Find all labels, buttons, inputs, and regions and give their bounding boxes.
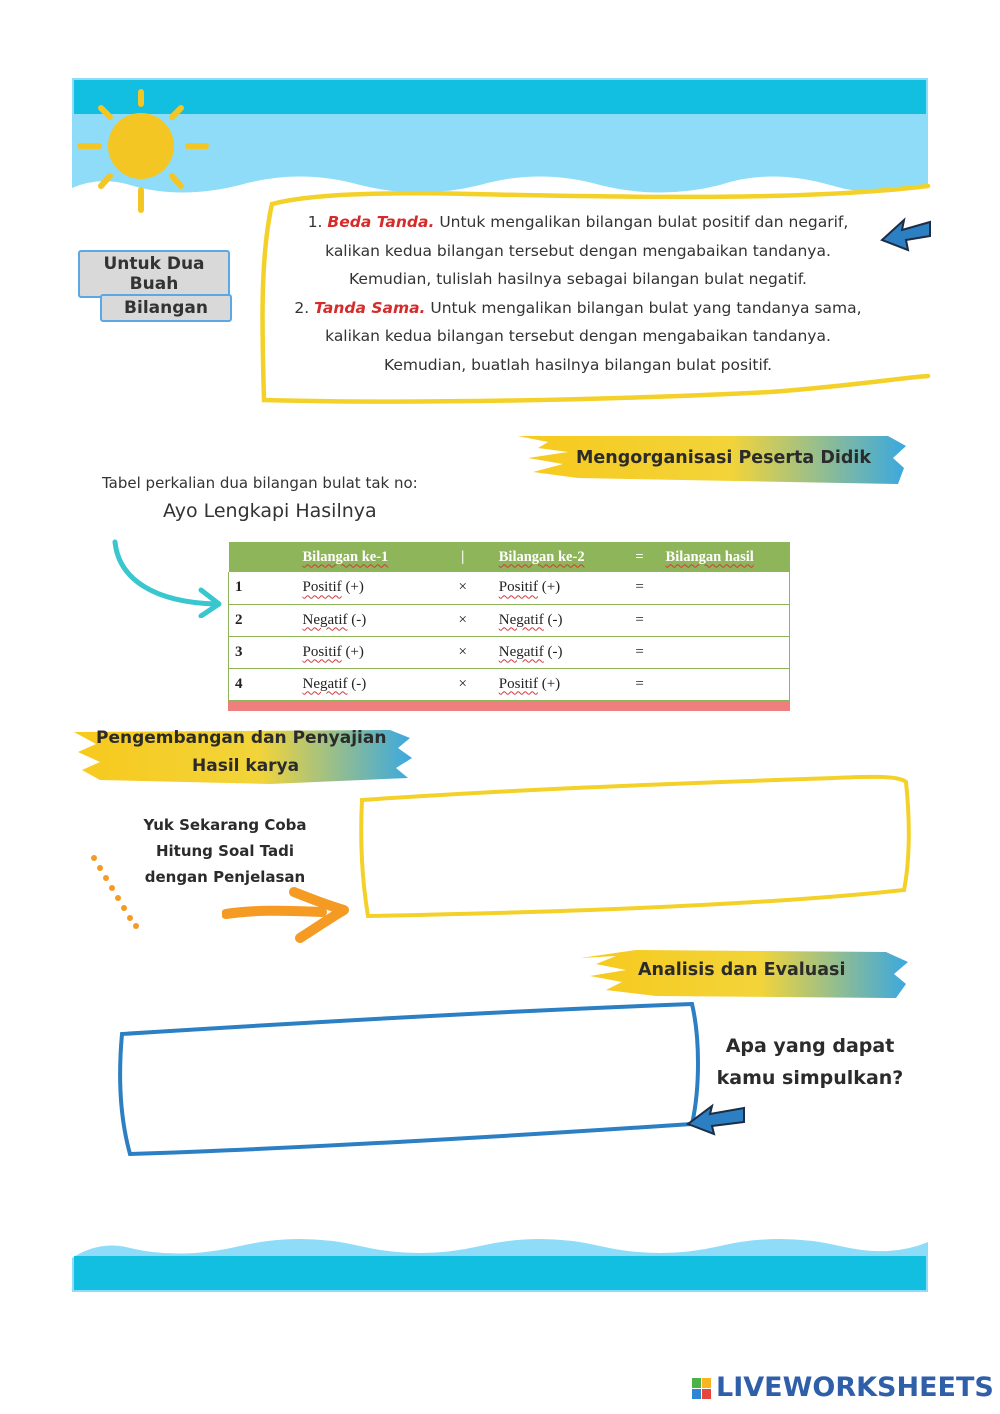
equals-sign: = [620,668,660,700]
side-label [72,250,242,322]
prompt-explain [120,812,330,890]
col-result: Bilangan hasil [660,542,790,572]
second-number: Positif (+) [493,668,620,700]
footer-wave-banner [0,1220,1000,1295]
heading-develop-line2: Hasil karya [192,756,300,776]
second-number: Negatif (-) [493,604,620,636]
prompt-conclude [700,1030,920,1094]
prompt-conclude-line2: kamu simpulkan? [716,1067,904,1089]
table-footer-bar [228,701,790,711]
second-number: Negatif (-) [493,636,620,668]
rule-1-title: Beda Tanda. [327,213,435,231]
col-no [229,542,265,572]
row-number: 4 [229,668,265,700]
result-cell[interactable] [660,604,790,636]
prompt-conclude-line1: Apa yang dapat [725,1035,895,1057]
heading-organize-text: Mengorganisasi Peserta Didik [576,448,872,468]
equals-sign: = [620,604,660,636]
curved-arrow-icon [105,536,230,618]
result-cell[interactable] [660,668,790,700]
heading-evaluate-text: Analisis dan Evaluasi [638,960,846,980]
side-label-line1: Untuk Dua Buah [78,250,230,298]
col-first: Bilangan ke-1 [265,542,433,572]
brand-logo-icon [692,1378,712,1400]
rules-text [258,208,898,379]
rule-1-line1: Untuk mengalikan bilangan bulat positif dan negarif, [439,213,849,231]
rule-1 [258,208,898,237]
multiply-sign: × [433,572,493,604]
heading-develop-line1: Pengembangan dan Penyajian [96,728,387,748]
prompt-explain-line3: dengan Penjelasan [144,868,306,886]
intro-line2: Ayo Lengkapi Hasilnya [163,500,377,522]
table-row [229,668,790,700]
brand-wordmark: LIVEWORKSHEETS [716,1372,994,1403]
intro-line1: Tabel perkalian dua bilangan bulat tak no: [102,474,418,492]
explanation-answer-box[interactable] [354,770,914,924]
heading-evaluate [576,944,911,1004]
col-sep: | [433,542,493,572]
footer-band [74,1256,926,1290]
row-number: 3 [229,636,265,668]
rule-1-number: 1. [307,213,323,231]
rule-2-line3: Kemudian, buatlah hasilnya bilangan bulat positif. [383,355,773,374]
row-number: 2 [229,604,265,636]
prompt-explain-line1: Yuk Sekarang Coba [143,816,307,834]
arrow-right-icon [222,884,352,944]
multiplication-table [228,542,790,711]
multiply-sign: × [433,636,493,668]
side-label-line2: Bilangan [100,294,232,322]
table-row [229,636,790,668]
table-row [229,572,790,604]
multiply-sign: × [433,604,493,636]
first-number: Negatif (-) [265,668,433,700]
rule-2-line2: kalikan kedua bilangan tersebut dengan mengabaikan tandanya. [325,327,831,345]
row-number: 1 [229,572,265,604]
dotted-line-decoration [88,852,148,932]
first-number: Negatif (-) [265,604,433,636]
equals-sign: = [620,636,660,668]
prompt-explain-line2: Hitung Soal Tadi [155,842,295,860]
rule-2-title: Tanda Sama. [314,298,426,317]
second-number: Positif (+) [493,572,620,604]
equals-sign: = [620,572,660,604]
multiply-sign: × [433,668,493,700]
rule-2-number: 2. [294,298,310,317]
conclusion-answer-box[interactable] [112,998,708,1164]
rule-1-line2: kalikan kedua bilangan tersebut dengan mengabaikan tandanya. [325,241,831,260]
col-eq: = [620,542,660,572]
heading-organize [508,428,908,490]
result-cell[interactable] [660,636,790,668]
rule-2-line1: Untuk mengalikan bilangan bulat yang tandanya sama, [430,298,862,317]
rule-2 [258,294,898,323]
first-number: Positif (+) [265,636,433,668]
result-cell[interactable] [660,572,790,604]
col-second: Bilangan ke-2 [493,542,620,572]
rule-1-line3: Kemudian, tulislah hasilnya sebagai bilangan bulat negatif. [349,270,807,288]
first-number: Positif (+) [265,572,433,604]
arrow-left-icon [684,1102,746,1138]
header-band [74,80,926,114]
table-row [229,604,790,636]
table-header-row [229,542,790,572]
